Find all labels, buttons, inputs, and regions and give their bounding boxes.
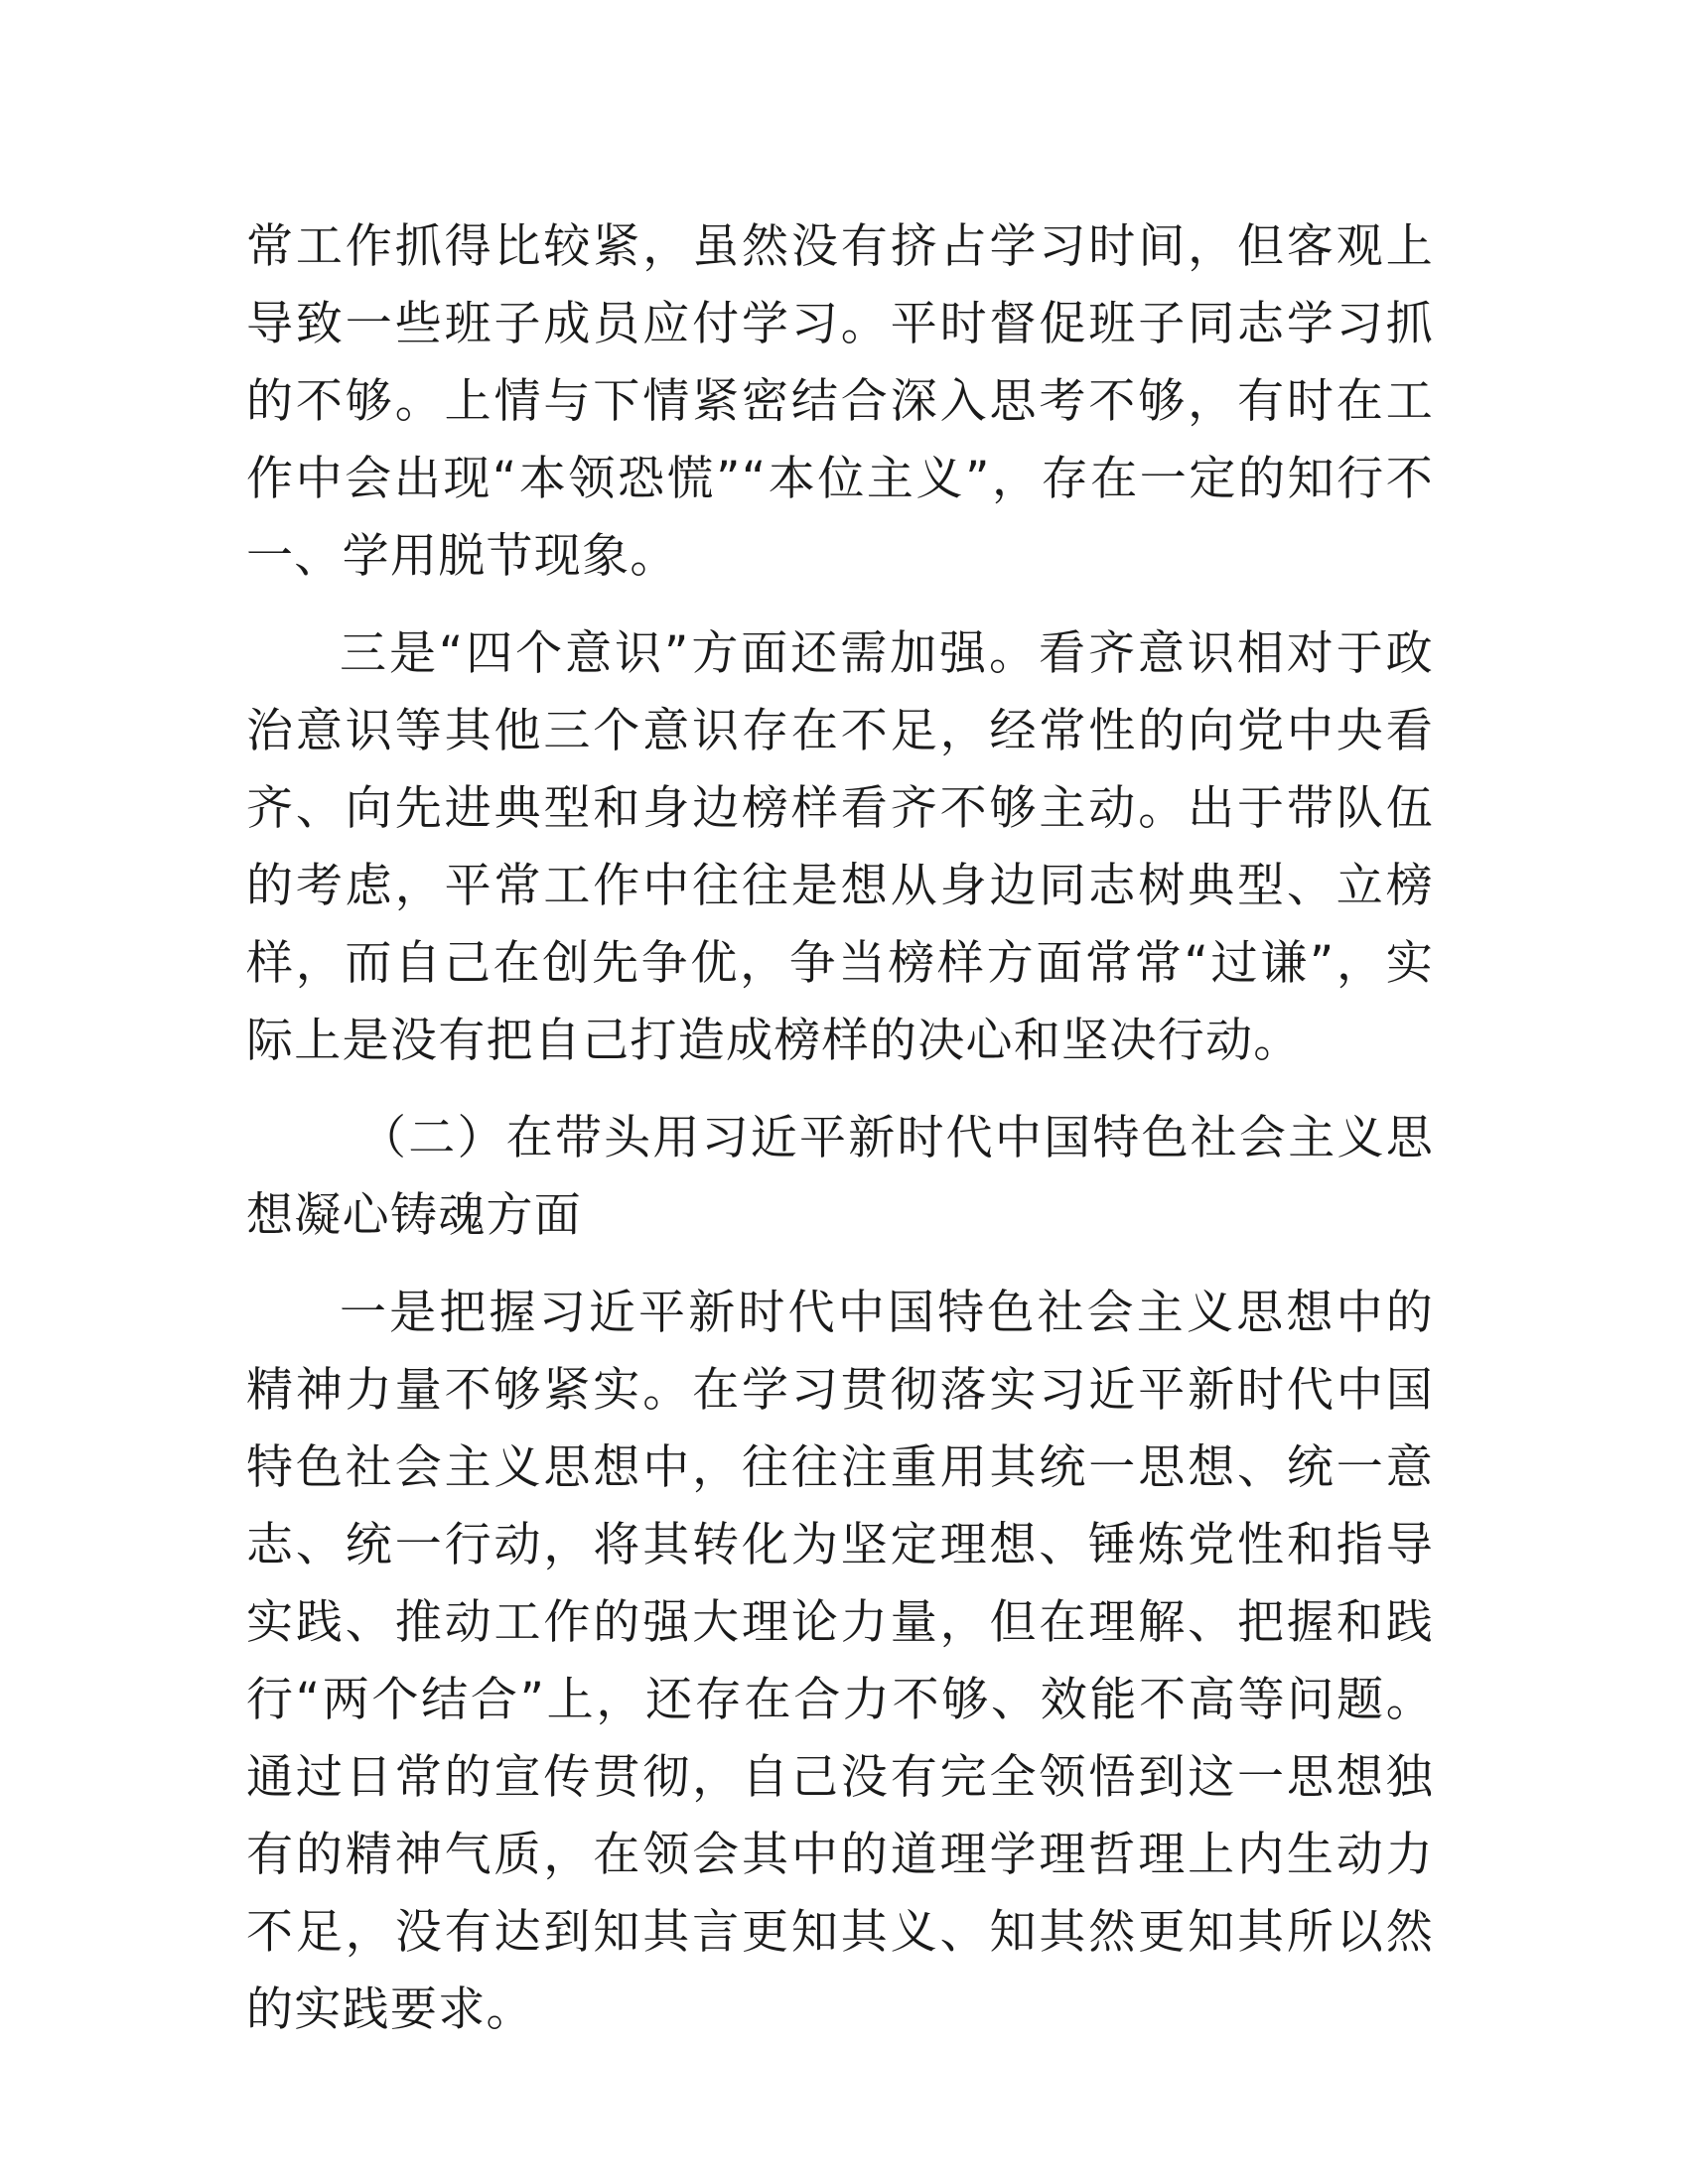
section-heading: （二）在带头用习近平新时代中国特色社会主义思想凝心铸魂方面: [246, 1111, 1434, 1243]
document-body: [246, 208, 1434, 2049]
paragraph-item-three: 三是“四个意识”方面还需加强。看齐意识相对于政治意识等其他三个意识存在不足，经常性的向党中央看齐、向先进典型和身边榜样看齐不够主动。出于带队伍的考虑，平常工作中往往是想从身边同志树典型、立榜样，而自己在创先争优，争当榜样方面常常“过谦”，实际上是没有把自己打造成榜样的决心和坚决行动。: [246, 626, 1434, 1068]
paragraph-item-one: 一是把握习近平新时代中国特色社会主义思想中的精神力量不够紧实。在学习贯彻落实习近平新时代中国特色社会主义思想中，往往注重用其统一思想、统一意志、统一行动，将其转化为坚定理想、锤炼党性和指导实践、推动工作的强大理论力量，但在理解、把握和践行“两个结合”上，还存在合力不够、效能不高等问题。通过日常的宣传贯彻，自己没有完全领悟到这一思想独有的精神气质，在领会其中的道理学理哲理上内生动力不足，没有达到知其言更知其义、知其然更知其所以然的实践要求。: [246, 1286, 1434, 2037]
paragraph-continued: 常工作抓得比较紧，虽然没有挤占学习时间，但客观上导致一些班子成员应付学习。平时督促班子同志学习抓的不够。上情与下情紧密结合深入思考不够，有时在工作中会出现“本领恐慌”“本位主义”，存在一定的知行不一、学用脱节现象。: [246, 219, 1434, 584]
